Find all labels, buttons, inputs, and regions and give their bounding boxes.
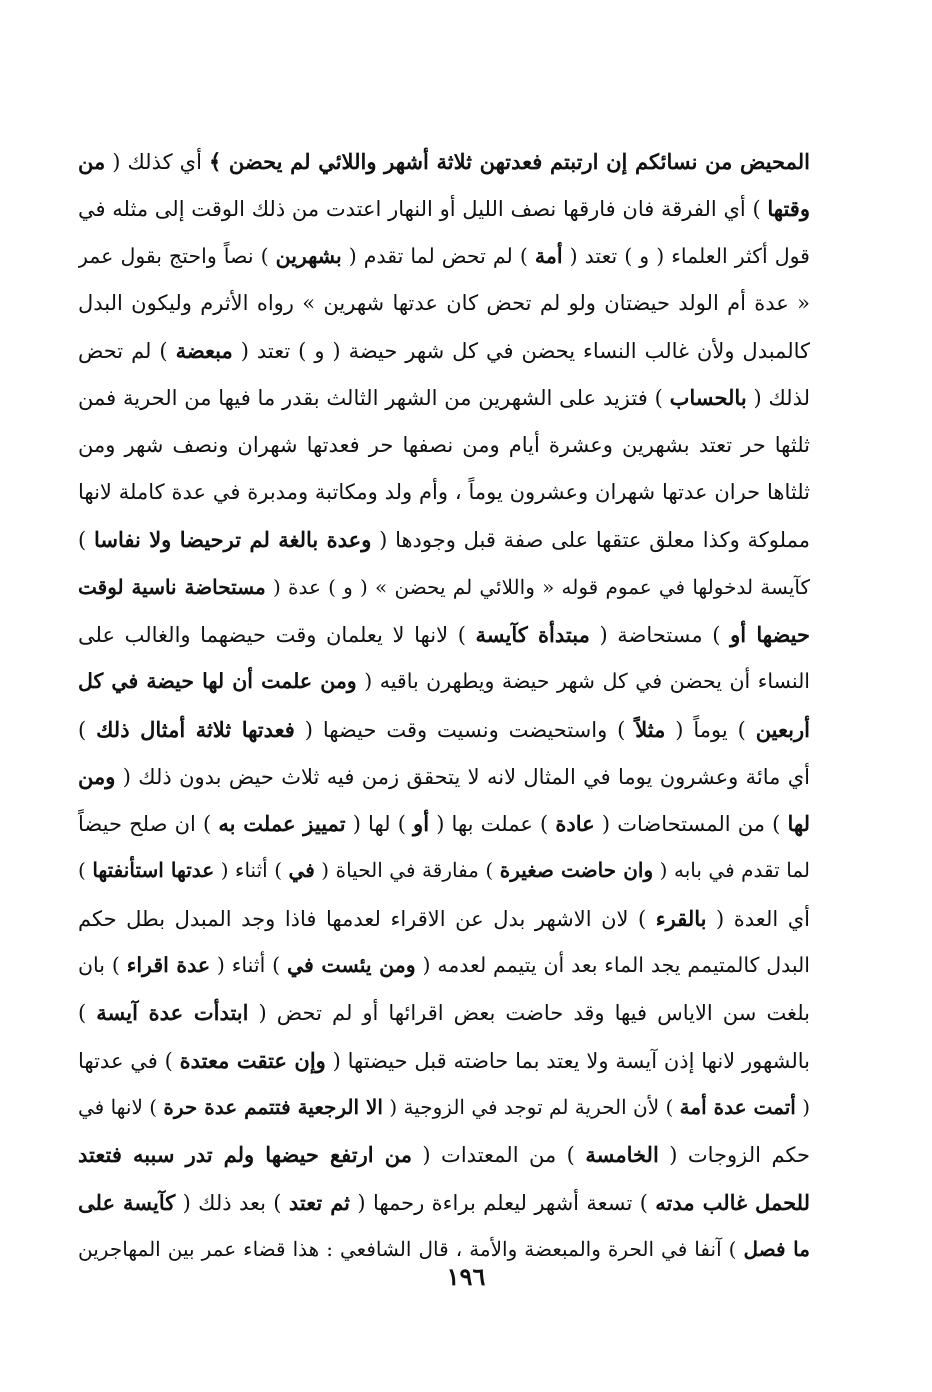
matn-text: ومن (78, 763, 116, 789)
matn-text: فعدتها ثلاثة أمثال ذلك (96, 716, 295, 742)
text-line (78, 280, 810, 327)
sharh-text: أي مائة وعشرون يوما في المثال لانه لا يتحقق زمن فيه ثلاث حيض بدون ذلك ( (115, 764, 810, 789)
sharh-text: ) بان (78, 953, 127, 978)
text-line (78, 800, 810, 847)
matn-text: للحمل غالب مدته (655, 1189, 810, 1215)
sharh-text: ) ان صلح حيضاً (78, 812, 219, 837)
text-line (78, 1084, 810, 1131)
matn-text: عادة (555, 811, 595, 837)
sharh-text: حكم الزوجات ( (658, 1143, 810, 1168)
matn-text: تمييز عملت به (218, 811, 346, 837)
sharh-text: ) آنفا في الحرة والمبعضة والأمة ، قال الشافعي : هذا قضاء عمر بين المهاجرين (78, 1236, 744, 1261)
matn-text: ابتدأت عدة آيسة (96, 1000, 249, 1026)
text-line (78, 564, 810, 611)
sharh-text: البدل كالمتيمم يجد الماء بعد أن يتيمم لعدمه ( (415, 953, 810, 978)
text-line (78, 327, 810, 374)
sharh-text: ( (795, 1094, 810, 1119)
matn-text: المحيض من نسائكم إن ارتبتم فعدتهن ثلاثة أشهر واللائي لم يحضن ﴾ (208, 149, 810, 174)
matn-text: كآيسة على (78, 1189, 176, 1215)
sharh-text: ) لم تحض لما تقدم ( (341, 243, 535, 268)
sharh-text: ) لها ( (345, 812, 414, 837)
matn-text: ومن يئست في (286, 953, 416, 978)
text-line (78, 753, 810, 800)
sharh-text: ) بعد ذلك ( (175, 1190, 289, 1215)
sharh-text: ) تسعة أشهر ليعلم براءة رحمها ( (350, 1190, 656, 1215)
sharh-text: ) من المستحاضات ( (594, 812, 788, 837)
main-text-block (78, 138, 810, 1273)
sharh-text: ) مفارقة في الحياة ( (314, 858, 500, 883)
matn-text: مبتدأة كآيسة (475, 621, 590, 647)
matn-text: حيضها أو (730, 621, 810, 647)
text-line (78, 1037, 810, 1084)
matn-text: وإن عتقت معتدة (179, 1047, 326, 1073)
text-line (78, 611, 810, 658)
matn-text: وان حاضت صغيرة (499, 858, 654, 883)
sharh-text: قول أكثر العلماء ( و ) تعتد ( (562, 243, 810, 268)
sharh-text: ) من المعتدات ( (411, 1143, 586, 1168)
matn-text: مبعضة (175, 338, 233, 364)
matn-text: الا الرجعية فتتمم عدة حرة (163, 1094, 383, 1119)
sharh-text: ) لم تحض (78, 339, 176, 364)
sharh-text: ) أثناء ( (210, 953, 287, 978)
sharh-text: بلغت سن الاياس فيها وقد حاضت بعض اقرائها أو لم تحض ( (248, 1001, 810, 1026)
matn-text: الخامسة (585, 1142, 659, 1168)
text-line (78, 516, 810, 563)
sharh-text: لما تقدم في بابه ( (653, 858, 810, 883)
sharh-text: كالمبدل ولأن غالب النساء يحضن في كل شهر حيضة ( و ) تعتد ( (232, 339, 810, 364)
sharh-text: ) فتزيد على الشهرين من الشهر الثالث بقدر ما فيها من الحرية فمن (78, 386, 670, 411)
text-line (78, 895, 810, 942)
text-line (78, 185, 810, 232)
sharh-text: أي العدة ( (706, 906, 810, 931)
sharh-text: مملوكة وكذا معلق عتقها على صفة قبل وجودها ( (371, 528, 810, 553)
sharh-text: ) لانها لا يعلمان وقت حيضهما والغالب على (78, 622, 476, 647)
matn-text: عدة اقراء (126, 953, 211, 978)
matn-text: عدتها استأنفتها (92, 858, 215, 883)
sharh-text: ) لأن الحرية لم توجد في الزوجية ( (382, 1094, 680, 1119)
sharh-text: ) (78, 1001, 97, 1026)
sharh-text: ) لان الاشهر بدل عن الاقراء لعدمها فاذا وجد المبدل بطل حكم (78, 906, 656, 931)
matn-text: بشهرين (275, 243, 342, 268)
matn-text: مستحاضة ناسية لوقت (78, 574, 266, 599)
matn-text: وعدة بالغة لم ترحيضا ولا نفاسا (93, 527, 372, 553)
sharh-text: أي كذلك ( (105, 150, 209, 174)
sharh-text: ) واستحيضت ونسيت وقت حيضها ( (294, 717, 636, 742)
text-line (78, 847, 810, 894)
text-line (78, 658, 810, 705)
matn-text: أمة (534, 243, 563, 268)
text-line (78, 469, 810, 516)
text-line (78, 989, 810, 1036)
sharh-text: ) عملت بها ( (429, 812, 556, 837)
sharh-text: ) نصاً واحتج بقول عمر (78, 243, 276, 268)
matn-text: في (288, 858, 315, 883)
text-line (78, 1179, 810, 1226)
matn-text: من (78, 149, 106, 174)
sharh-text: ) يوماً ( (665, 717, 756, 742)
matn-text: مثلاً (635, 716, 666, 742)
sharh-text: ) في عدتها (78, 1048, 180, 1073)
sharh-text: النساء أن يحضن في كل شهر حيضة ويطهرن باقيه ( (356, 669, 810, 694)
sharh-text: ) أثناء ( (214, 858, 289, 883)
matn-text: وقتها (767, 196, 810, 222)
text-line (78, 422, 810, 469)
sharh-text: ) مستحاضة ( (589, 622, 731, 647)
text-line (78, 1131, 810, 1178)
matn-text: ما فصل (743, 1236, 810, 1261)
matn-text: من ارتفع حيضها ولم تدر سببه فتعتد (78, 1142, 412, 1168)
matn-text: أو (413, 811, 430, 837)
sharh-text: كآيسة لدخولها في عموم قوله « واللائي لم يحضن » ( و ) عدة ( (265, 574, 810, 599)
sharh-text: بالشهور لانها إذن آيسة ولا يعتد بما حاضته قبل حيضتها ( (325, 1048, 810, 1073)
page-number: ١٩٦ (446, 1262, 486, 1291)
sharh-text: ) (78, 528, 94, 553)
matn-text: ثم تعتد (288, 1189, 351, 1215)
sharh-text: ) لانها في (78, 1094, 164, 1119)
matn-text: أربعين (755, 716, 810, 742)
matn-text: ومن علمت أن لها حيضة في كل (78, 669, 357, 694)
text-line (78, 706, 810, 753)
sharh-text: ) (78, 858, 93, 883)
sharh-text: لذلك ( (746, 386, 810, 411)
text-line (78, 138, 810, 185)
text-line (78, 942, 810, 989)
matn-text: أتمت عدة أمة (679, 1094, 796, 1119)
sharh-text: « عدة أم الولد حيضتان ولو لم تحض كان عدتها شهرين » رواه الأثرم وليكون البدل (78, 290, 810, 315)
sharh-text: ) (78, 717, 97, 742)
matn-text: بالقرء (655, 905, 707, 931)
sharh-text: ثلثها حر تعتد بشهرين وعشرة أيام ومن نصفها حر فعدتها شهران ونصف شهر ومن (78, 432, 810, 457)
matn-text: بالحساب (669, 385, 747, 411)
text-line (78, 233, 810, 280)
sharh-text: ) أي الفرقة فان فارقها نصف الليل أو النهار اعتدت من ذلك الوقت إلى مثله في (78, 197, 768, 222)
matn-text: لها (787, 811, 810, 837)
text-line (78, 374, 810, 421)
sharh-text: ثلثاها حران عدتها شهران وعشرون يوماً ، وأم ولد ومكاتبة ومدبرة في عدة كاملة لانها (78, 480, 810, 505)
